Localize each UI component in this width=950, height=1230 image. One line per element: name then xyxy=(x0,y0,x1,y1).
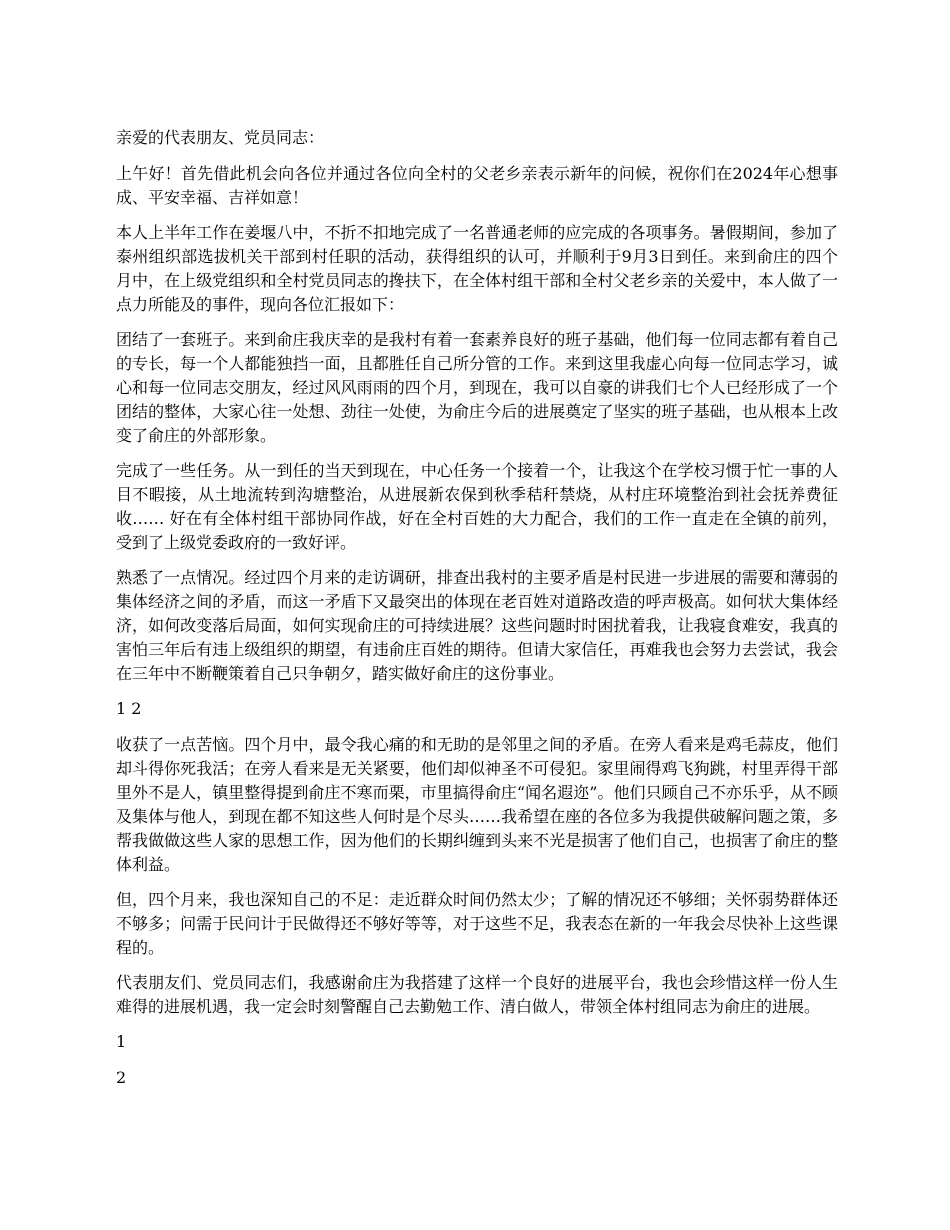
footer-number-2: 2 xyxy=(116,1068,127,1087)
paragraph-new-year-wishes: 上午好！首先借此机会向各位并通过各位向全村的父老乡亲表示新年的问候，祝你们在2024年心想事成、平安幸福、吉祥如意！ xyxy=(116,164,838,207)
paragraph-troubles: 收获了一点苦恼。四个月中，最令我心痛的和无助的是邻里之间的矛盾。在旁人看来是鸡毛蒜皮，他们却斗得你死我活；在旁人看来是无关紧要，他们却似神圣不可侵犯。家里闹得鸡飞狗跳，村里弄得干部里外不是人，镇里整得提到俞庄不寒而栗，市里搞得俞庄“闻名遐迩”。他们只顾自己不亦乐乎，从不顾及集体与他人，到现在都不知这些人何时是个尽头……我希望在座的各位多为我提供破解问题之策，多帮我做做这些人家的思想工作，因为他们的长期纠缠到头来不光是损害了他们自己，也损害了俞庄的整体利益。 xyxy=(116,735,838,874)
greeting: 亲爱的代表朋友、党员同志： xyxy=(116,128,325,147)
document-page xyxy=(116,126,838,1102)
paragraph-team: 团结了一套班子。来到俞庄我庆幸的是我村有着一套素养良好的班子基础，他们每一位同志都有着自己的专长，每一个人都能独挡一面，且都胜任自己所分管的工作。来到这里我虚心向每一位同志学习，诚心和每一位同志交朋友，经过风风雨雨的四个月，到现在，我可以自豪的讲我们七个人已经形成了一个团结的整体，大家心往一处想、劲往一处使，为俞庄今后的进展奠定了坚实的班子基础，也从根本上改变了俞庄的外部形象。 xyxy=(116,330,838,445)
paragraph-situation: 熟悉了一点情况。经过四个月来的走访调研，排查出我村的主要矛盾是村民进一步进展的需要和薄弱的集体经济之间的矛盾，而这一矛盾下又最突出的体现在老百姓对道路改造的呼声极高。如何状大集体经济，如何改变落后局面，如何实现俞庄的可持续进展？这些问题时时困扰着我，让我寝食难安，我真的害怕三年后有违上级组织的期望，有违俞庄百姓的期待。但请大家信任，再难我也会努力去尝试，我会在三年中不断鞭策着自己只争朝夕，踏实做好俞庄的这份事业。 xyxy=(116,568,838,683)
footer-number-1: 1 xyxy=(116,1032,127,1051)
page-number-marker: 1 2 xyxy=(116,699,142,718)
paragraph-tasks: 完成了一些任务。从一到任的当天到现在，中心任务一个接着一个，让我这个在学校习惯于忙一事的人目不暇接，从土地流转到沟塘整治，从进展新农保到秋季秸秆禁烧，从村庄环境整治到社会抚养费征收…… 好在有全体村组干部协同作战，好在全村百姓的大力配合，我们的工作一直走在全镇的前列，受到了上级党委政府的一致好评。 xyxy=(116,461,838,552)
paragraph-introduction: 本人上半年工作在姜堰八中，不折不扣地完成了一名普通老师的应完成的各项事务。暑假期间，参加了泰州组织部选拔机关干部到村任职的活动，获得组织的认可，并顺利于9月3日到任。来到俞庄的四个月中，在上级党组织和全村党员同志的搀扶下，在全体村组干部和全村父老乡亲的关爱中，本人做了一点力所能及的事件，现向各位汇报如下： xyxy=(116,223,838,314)
paragraph-shortcomings: 但，四个月来，我也深知自己的不足：走近群众时间仍然太少；了解的情况还不够细；关怀弱势群体还不够多；问需于民问计于民做得还不够好等等，对于这些不足，我表态在新的一年我会尽快补上这些课程的。 xyxy=(116,890,838,957)
paragraph-closing: 代表朋友们、党员同志们，我感谢俞庄为我搭建了这样一个良好的进展平台，我也会珍惜这样一份人生难得的进展机遇，我一定会时刻警醒自己去勤勉工作、清白做人，带领全体村组同志为俞庄的进展。 xyxy=(116,973,838,1016)
